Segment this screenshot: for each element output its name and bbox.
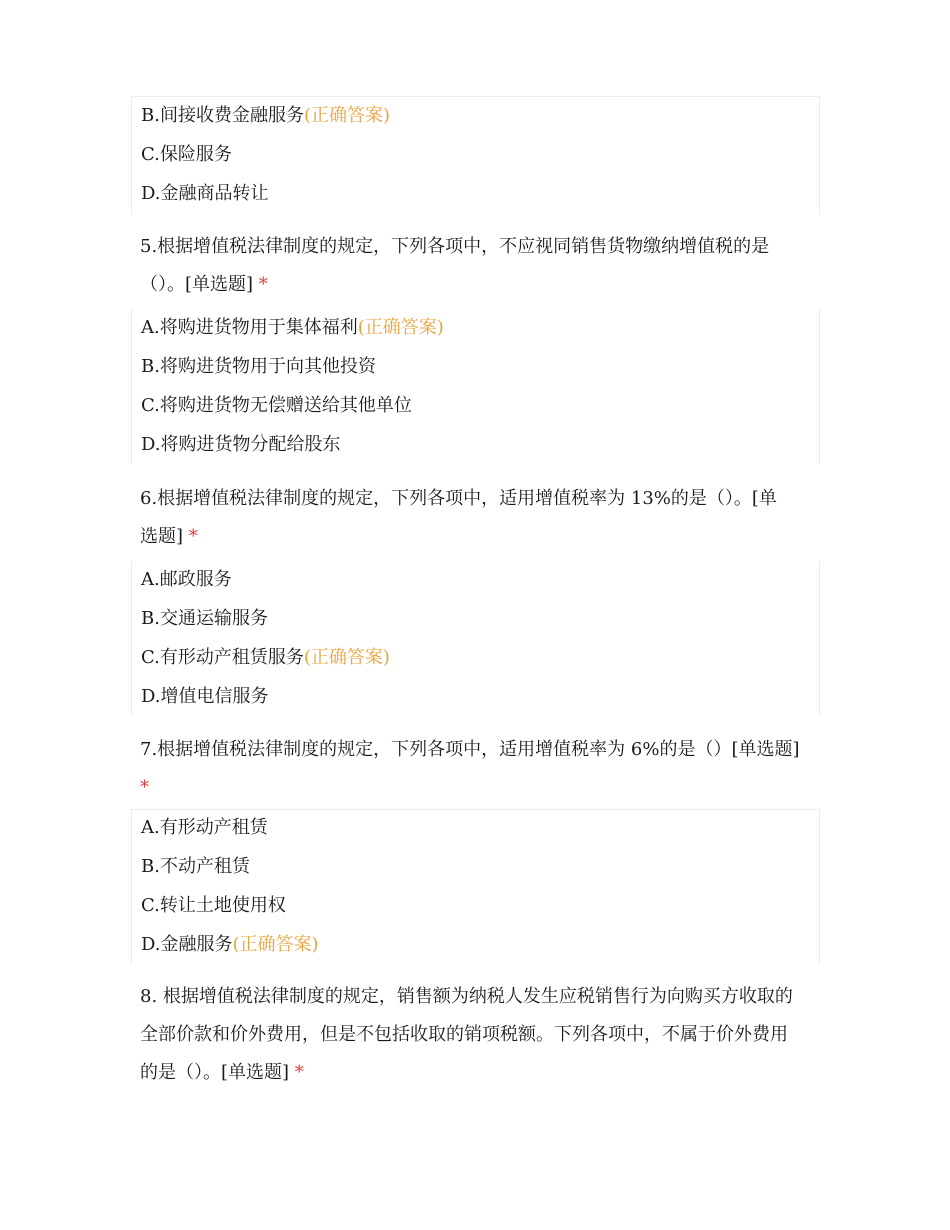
option-d bbox=[141, 932, 319, 958]
option-b bbox=[141, 103, 390, 129]
question-type: 选题] bbox=[140, 526, 184, 547]
option-d bbox=[141, 684, 269, 710]
option-text: C.有形动产租赁服务 bbox=[141, 647, 304, 668]
question-text: 6.根据增值税法律制度的规定，下列各项中，适用增值税率为 13%的是（）。[单 bbox=[140, 488, 777, 509]
question-text-line-2: 全部价款和价外费用，但是不包括收取的销项税额。下列各项中，不属于价外费用 bbox=[140, 1024, 788, 1045]
q4-options bbox=[131, 96, 820, 214]
option-a bbox=[141, 315, 444, 341]
option-text: A.邮政服务 bbox=[141, 569, 232, 590]
question-7 bbox=[140, 731, 830, 807]
option-b bbox=[141, 854, 250, 880]
option-text: C.转让土地使用权 bbox=[141, 895, 286, 916]
option-c bbox=[141, 142, 232, 168]
correct-answer-tag: (正确答案) bbox=[232, 934, 319, 955]
option-a bbox=[141, 567, 232, 593]
q5-options bbox=[131, 309, 820, 464]
question-text: 5.根据增值税法律制度的规定，下列各项中，不应视同销售货物缴纳增值税的是 bbox=[140, 236, 770, 257]
question-6 bbox=[140, 480, 830, 556]
option-text: D.将购进货物分配给股东 bbox=[141, 434, 341, 455]
option-b bbox=[141, 606, 268, 632]
option-c bbox=[141, 645, 390, 671]
required-mark: * bbox=[294, 1062, 304, 1083]
option-text: A.将购进货物用于集体福利 bbox=[141, 317, 358, 338]
required-mark: * bbox=[140, 777, 149, 798]
option-c bbox=[141, 393, 412, 419]
question-text-line-1: 8. 根据增值税法律制度的规定，销售额为纳税人发生应税销售行为向购买方收取的 bbox=[140, 986, 793, 1007]
option-d bbox=[141, 432, 341, 458]
q7-options bbox=[131, 809, 820, 965]
option-b bbox=[141, 354, 376, 380]
question-8 bbox=[140, 978, 830, 1092]
option-text: A.有形动产租赁 bbox=[141, 817, 268, 838]
option-text: B.间接收费金融服务 bbox=[141, 105, 304, 126]
correct-answer-tag: (正确答案) bbox=[303, 647, 390, 668]
option-text: B.交通运输服务 bbox=[141, 608, 268, 629]
question-5 bbox=[140, 228, 830, 304]
q6-options bbox=[131, 561, 820, 716]
required-mark: * bbox=[258, 274, 268, 295]
option-text: C.保险服务 bbox=[141, 144, 232, 165]
option-d bbox=[141, 181, 269, 207]
option-text: D.增值电信服务 bbox=[141, 686, 269, 707]
question-type: 的是（）。[单选题] bbox=[140, 1062, 290, 1083]
question-type: （）。[单选题] bbox=[140, 274, 254, 295]
required-mark: * bbox=[188, 526, 198, 547]
option-text: B.不动产租赁 bbox=[141, 856, 250, 877]
option-a bbox=[141, 815, 268, 841]
option-text: C.将购进货物无偿赠送给其他单位 bbox=[141, 395, 412, 416]
option-text: D.金融服务 bbox=[141, 934, 233, 955]
correct-answer-tag: (正确答案) bbox=[357, 317, 444, 338]
correct-answer-tag: (正确答案) bbox=[303, 105, 390, 126]
question-text: 7.根据增值税法律制度的规定，下列各项中，适用增值税率为 6%的是（）[单选题] bbox=[140, 739, 800, 760]
option-text: D.金融商品转让 bbox=[141, 183, 269, 204]
option-text: B.将购进货物用于向其他投资 bbox=[141, 356, 376, 377]
option-c bbox=[141, 893, 286, 919]
